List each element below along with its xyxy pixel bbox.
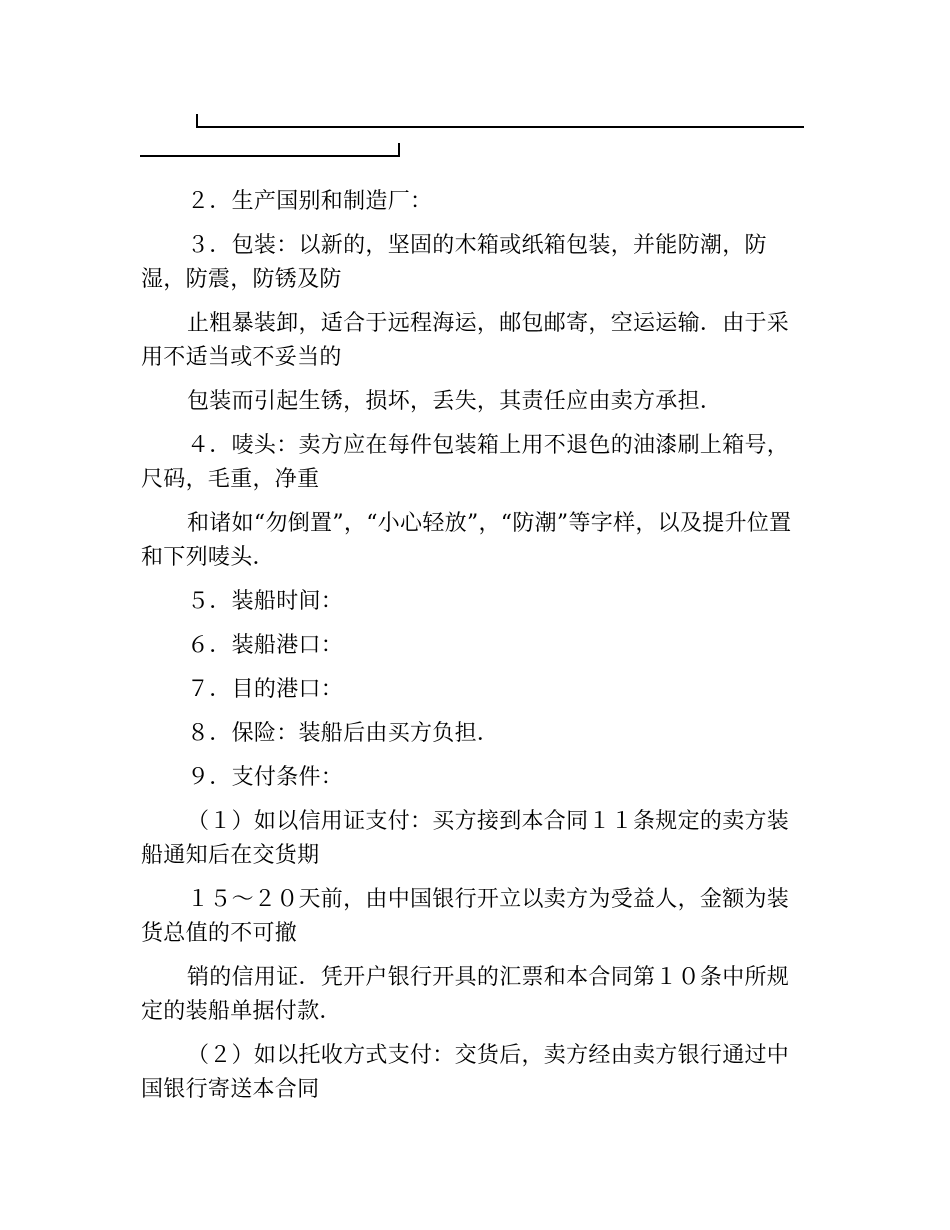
- table-border-lines: [140, 110, 810, 170]
- document-body: [141, 185, 806, 1117]
- paragraph-insurance: ８．保险：装船后由买方负担．: [187, 721, 500, 746]
- paragraph-packing-1: ３．包装：以新的，坚固的木箱或纸箱包装，并能防潮，防湿，防震，防锈及防: [141, 233, 767, 292]
- paragraph-letter-of-credit-2: １５～２０天前，由中国银行开立以卖方为受益人，金额为装货总值的不可撤: [141, 887, 790, 946]
- paragraph-marks-2: 和诸如“勿倒置”，“小心轻放”，“防潮”等字样，以及提升位置和下列唛头．: [141, 511, 792, 570]
- paragraph-port-of-destination: ７．目的港口：: [187, 677, 344, 702]
- paragraph-letter-of-credit-1: （１）如以信用证支付：买方接到本合同１１条规定的卖方装船通知后在交货期: [141, 809, 790, 868]
- paragraph-packing-2: 止粗暴装卸，适合于远程海运，邮包邮寄，空运运输．由于采用不适当或不妥当的: [141, 311, 790, 370]
- paragraph-origin-manufacturer: ２．生产国别和制造厂：: [187, 189, 433, 214]
- paragraph-shipment-time: ５．装船时间：: [187, 589, 344, 614]
- paragraph-collection: （２）如以托收方式支付：交货后，卖方经由卖方银行通过中国银行寄送本合同: [141, 1043, 790, 1102]
- paragraph-marks-1: ４．唛头：卖方应在每件包装箱上用不退色的油漆刷上箱号，尺码，毛重，净重: [141, 433, 790, 492]
- table-bottom-border: [140, 110, 810, 170]
- paragraph-payment-terms: ９．支付条件：: [187, 765, 344, 790]
- paragraph-letter-of-credit-3: 销的信用证．凭开户银行开具的汇票和本合同第１０条中所规定的装船单据付款．: [141, 965, 790, 1024]
- paragraph-port-of-loading: ６．装船港口：: [187, 633, 344, 658]
- paragraph-packing-3: 包装而引起生锈，损坏，丢失，其责任应由卖方承担．: [187, 389, 723, 414]
